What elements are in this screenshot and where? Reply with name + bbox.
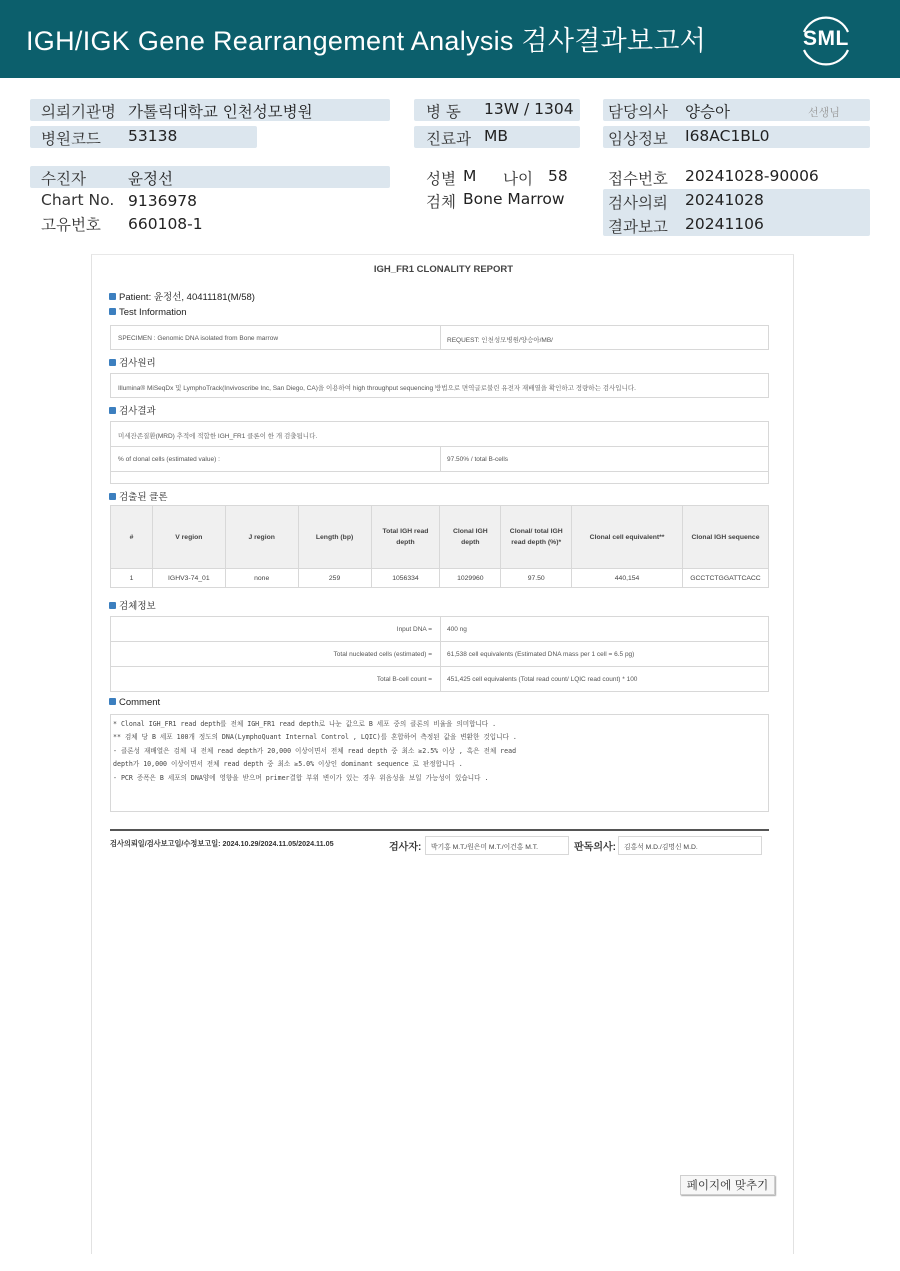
reader-label: 판독의사: [574,842,616,853]
input-dna-label: Input DNA = [396,626,432,633]
patient-value: 윤정선 [128,170,173,188]
principle-box [110,373,769,398]
result-heading [109,403,156,417]
dept-value: MB [484,127,509,145]
doctor-suffix: 선생님 [808,106,840,119]
table-cell: 259 [298,569,371,588]
bcell-value: 451,425 cell equivalents (Total read count/ LQIC read count) * 100 [447,676,638,683]
result-heading-text: 검사결과 [119,406,156,417]
specimen-label: 검체 [426,193,456,211]
table-cell: 1029960 [440,569,501,588]
clonal-value: 97.50% / total B-cells [447,456,509,463]
clone-heading [109,489,168,503]
receipt-label: 접수번호 [608,170,668,188]
table-cell: 1 [111,569,153,588]
report-date-value: 20241106 [685,215,764,233]
institution-value: 가톨릭대학교 인천성모병원 [128,103,313,121]
col-header: Clonal cell equivalent** [572,506,683,569]
patient-label: 수진자 [41,170,86,188]
principle-text: Illumina® MiSeqDx 및 LymphoTrack(Invivoscribe Inc, San Diego, CA)을 이용하여 high throughput sequencing 방법으로 면역글로불린 유전자 재배열을 확인하고 정량하는 검사입니다. [118,385,636,392]
specimen-text: SPECIMEN : Genomic DNA isolated from Bone marrow [118,335,279,342]
clonal-label: % of clonal cells (estimated value) : [118,456,220,463]
test-info-heading [109,307,187,318]
clone-heading-text: 검출된 클론 [119,492,168,503]
clone-table [110,505,769,588]
clinical-label: 임상정보 [608,130,668,148]
table-row [111,569,769,588]
age-value: 58 [548,167,568,185]
dept-label: 진료과 [426,130,471,148]
col-header: Clonal IGH depth [440,506,501,569]
col-header: Clonal IGH sequence [682,506,768,569]
table-cell: GCCTCTGGATTCACC [682,569,768,588]
unique-label: 고유번호 [41,216,101,234]
report-title: IGH/IGK Gene Rearrangement Analysis 검사결과보고서 [26,26,707,56]
table-cell: 440,154 [572,569,683,588]
logo-text: SML [803,27,849,50]
clinical-value: I68AC1BL0 [685,127,770,145]
specimen-info-heading [109,598,156,612]
comment-line: depth가 10,000 이상이면서 전체 read depth 중 최소 ≥5.0% 이상인 dominant sequence 로 판정합니다 . [113,760,463,768]
bullet-icon [109,308,116,315]
comment-heading-text: Comment [119,697,161,708]
table-cell: 1056334 [371,569,440,588]
col-header: Total IGH read depth [371,506,440,569]
table-cell: none [225,569,298,588]
receipt-value: 20241028-90006 [685,167,819,185]
request-date-label: 검사의뢰 [608,194,668,212]
principle-heading-text: 검사원리 [119,358,156,369]
principle-heading [109,355,156,369]
comment-line: - 클론성 재배열은 검체 내 전체 read depth가 20,000 이상이면서 전체 read depth 중 최소 ≥2.5% 이상 , 혹은 전체 read [113,747,517,755]
examiner-names: 박기홍 M.T./원은미 M.T./이건홍 M.T. [425,836,569,855]
report-header [0,0,900,78]
request-text: REQUEST: 인천성모병원/양승아/MB/ [447,337,553,344]
bullet-icon [109,293,116,300]
col-header: Clonal/ total IGH read depth (%)* [501,506,572,569]
table-cell: IGHV3-74_01 [152,569,225,588]
table-cell: 97.50 [501,569,572,588]
bullet-icon [109,359,116,366]
bullet-icon [109,493,116,500]
test-info-box [110,325,769,350]
comment-heading [109,697,160,708]
unique-value: 660108-1 [128,215,203,233]
col-header: Length (bp) [298,506,371,569]
dates-line: 검사의뢰일/검사보고일/수정보고일: 2024.10.29/2024.11.05/2024.11.05 [110,839,334,848]
embedded-report [91,254,794,1254]
patient-line [109,289,255,303]
ward-value: 13W / 1304 [484,100,574,118]
nucleated-value: 61,538 cell equivalents (Estimated DNA mass per 1 cell = 6.5 pg) [447,651,635,658]
comment-line: ** 검체 당 B 세포 100개 정도의 DNA(LymphoQuant Internal Control , LQIC)를 혼합하여 측정된 값을 변환한 것입니다 . [113,733,517,741]
bullet-icon [109,602,116,609]
bullet-icon [109,407,116,414]
ward-label: 병 동 [426,103,461,121]
bcell-label: Total B-cell count = [376,676,432,683]
embedded-report-title: IGH_FR1 CLONALITY REPORT [373,264,514,275]
col-header: # [111,506,153,569]
chart-label: Chart No. [41,191,115,209]
result-box [110,421,769,484]
request-date-value: 20241028 [685,191,764,209]
report-date-label: 결과보고 [608,218,668,236]
nucleated-label: Total nucleated cells (estimated) = [333,651,432,658]
examiner-label: 검사자: [389,842,422,853]
doctor-value: 양승아 [685,103,730,121]
signature-divider [110,829,769,831]
input-dna-value: 400 ng [447,626,467,633]
comment-box [110,714,769,812]
col-header: V region [152,506,225,569]
comment-line: * Clonal IGH_FR1 read depth를 전체 IGH_FR1 read depth로 나눈 값으로 B 세포 중의 클론의 비율을 의미합니다 . [113,720,497,728]
specimen-info-heading-text: 검체정보 [119,601,156,612]
doctor-label: 담당의사 [608,103,668,121]
specimen-value: Bone Marrow [463,190,565,208]
sex-value: M [463,167,477,185]
patient-line-text: Patient: 윤정선, 40411181(M/58) [119,292,255,303]
chart-value: 9136978 [128,192,198,210]
test-info-heading-text: Test Information [119,307,187,318]
age-label: 나이 [503,170,533,188]
reader-names: 김홍석 M.D./김명신 M.D. [618,836,762,855]
clone-table-header [111,506,769,569]
institution-label: 의뢰기관명 [41,103,116,121]
hospital-code-value: 53138 [128,127,178,145]
fit-to-page-button[interactable]: 페이지에 맞추기 [680,1175,775,1195]
specimen-info-box [110,616,769,692]
comment-line: - PCR 증폭은 B 세포의 DNA양에 영향을 받으며 primer결합 부위 변이가 있는 경우 위음성을 보일 가능성이 있습니다 . [113,774,489,782]
result-line1: 미세잔존질환(MRD) 추적에 적합한 IGH_FR1 클론이 한 개 검출됩니다. [118,433,318,440]
hospital-code-label: 병원코드 [41,130,101,148]
bullet-icon [109,698,116,705]
col-header: J region [225,506,298,569]
sex-label: 성별 [426,170,456,188]
